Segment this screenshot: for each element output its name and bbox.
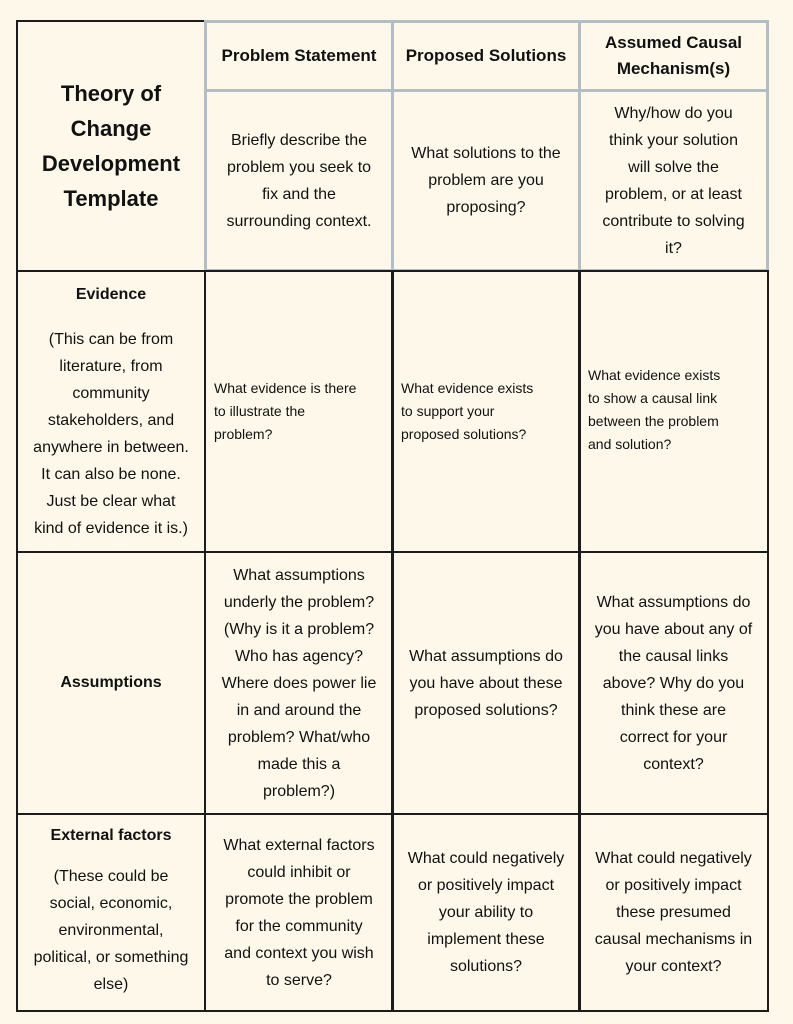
title-cell [16, 20, 206, 272]
text-line: fix and the [262, 185, 336, 203]
text-line: environmental, [58, 922, 164, 939]
header-label: Problem Statement [221, 46, 377, 65]
header-proposed-solutions [391, 20, 581, 92]
text-line: Who has agency? [234, 647, 364, 665]
text-line: What evidence exists [401, 380, 534, 396]
text-line: Briefly describe the [230, 131, 368, 149]
text-line: in and around the [236, 701, 362, 719]
text-line: What could negatively [407, 850, 565, 867]
template-title-line: Theory of [60, 81, 162, 106]
text-line: could inhibit or [247, 863, 351, 881]
text-line: What evidence exists [588, 367, 721, 383]
cell-assumptions-mechanism [578, 551, 769, 815]
text-line: proposed solutions? [401, 426, 527, 442]
text-line: to show a causal link [588, 390, 718, 406]
text-line: you have about these [409, 674, 563, 692]
text-line: literature, from [59, 358, 163, 375]
text-line: Where does power lie [221, 674, 377, 692]
text-line: What could negatively [595, 850, 752, 867]
text-line: problem? [214, 426, 273, 442]
text-line: kind of evidence it is.) [34, 520, 188, 537]
text-line: to support your [401, 403, 495, 419]
text-line: What evidence is there [214, 380, 357, 396]
text-line: problem?) [262, 782, 336, 800]
cell-external-solutions [391, 813, 581, 1012]
header-causal-mechanism [578, 20, 769, 92]
text-line: or positively impact [417, 877, 555, 894]
text-line: proposed solutions? [414, 701, 558, 719]
text-line: What solutions to the [411, 145, 561, 162]
row-label: Assumptions [60, 674, 162, 691]
text-line: Why/how do you [614, 104, 733, 122]
text-line: implement these [427, 931, 545, 948]
text-line: think your solution [609, 131, 738, 149]
text-line: these presumed [616, 904, 731, 921]
cell-evidence-mechanism [578, 270, 769, 553]
row-label-evidence [16, 270, 206, 553]
header-problem-statement [204, 20, 394, 92]
text-line: proposing? [446, 199, 526, 216]
text-line: (This can be from [48, 331, 174, 348]
text-line: social, economic, [49, 895, 173, 912]
row-label: Evidence [75, 286, 147, 303]
text-line: What assumptions do [596, 593, 751, 611]
text-line: correct for your [619, 728, 728, 746]
row-note [34, 863, 189, 998]
text-line: (Why is it a problem? [223, 620, 375, 638]
text-line: political, or something [33, 949, 189, 966]
text-line: It can also be none. [41, 466, 181, 483]
template-title-line: Change [70, 116, 152, 141]
text-line: your ability to [438, 904, 534, 921]
text-line: to illustrate the [214, 403, 306, 419]
text-line: made this a [257, 755, 341, 773]
text-line: stakeholders, and [47, 412, 175, 429]
description-proposed-solutions [391, 89, 581, 272]
text-line: promote the problem [225, 890, 373, 908]
cell-assumptions-solutions [391, 551, 581, 815]
text-line: problem are you [428, 172, 544, 189]
cell-external-mechanism [578, 813, 769, 1012]
text-line: will solve the [628, 158, 719, 176]
text-line: it? [665, 239, 682, 257]
cell-evidence-problem [204, 270, 394, 553]
text-line: What assumptions [233, 566, 365, 584]
row-label: External factors [50, 827, 172, 844]
header-label: Proposed Solutions [405, 46, 567, 65]
row-note [33, 326, 189, 542]
text-line: causal mechanisms in [594, 931, 753, 948]
text-line: think these are [621, 701, 726, 719]
text-line: and context you wish [224, 944, 374, 962]
text-line: above? Why do you [602, 674, 745, 692]
text-line: your context? [625, 958, 722, 975]
text-line: (These could be [53, 868, 169, 885]
header-label: Mechanism(s) [616, 59, 731, 78]
text-line: What external factors [223, 836, 375, 854]
template-title-line: Template [63, 186, 159, 211]
text-line: Just be clear what [46, 493, 176, 510]
cell-external-problem [204, 813, 394, 1012]
text-line: or positively impact [605, 877, 742, 894]
text-line: you have about any of [594, 620, 753, 638]
description-causal-mechanism [578, 89, 769, 272]
text-line: to serve? [266, 971, 332, 989]
row-label-assumptions [16, 551, 206, 815]
text-line: else) [93, 976, 129, 993]
text-line: the causal links [618, 647, 729, 665]
text-line: What assumptions do [409, 647, 563, 665]
text-line: between the problem [588, 413, 719, 429]
description-problem-statement [204, 89, 394, 272]
text-line: context? [643, 755, 704, 773]
text-line: underly the problem? [223, 593, 375, 611]
text-line: problem? What/who [227, 728, 371, 746]
row-label-external-factors [16, 813, 206, 1012]
text-line: community [72, 385, 150, 402]
cell-assumptions-problem [204, 551, 394, 815]
text-line: and solution? [588, 436, 672, 452]
text-line: surrounding context. [226, 212, 372, 230]
text-line: problem you seek to [226, 158, 372, 176]
header-label: Assumed Causal [605, 33, 742, 52]
text-line: solutions? [449, 958, 523, 975]
template-title-line: Development [41, 151, 181, 176]
text-line: for the community [235, 917, 363, 935]
text-line: contribute to solving [602, 212, 745, 230]
text-line: problem, or at least [605, 185, 742, 203]
cell-evidence-solutions [391, 270, 581, 553]
text-line: anywhere in between. [33, 439, 189, 456]
